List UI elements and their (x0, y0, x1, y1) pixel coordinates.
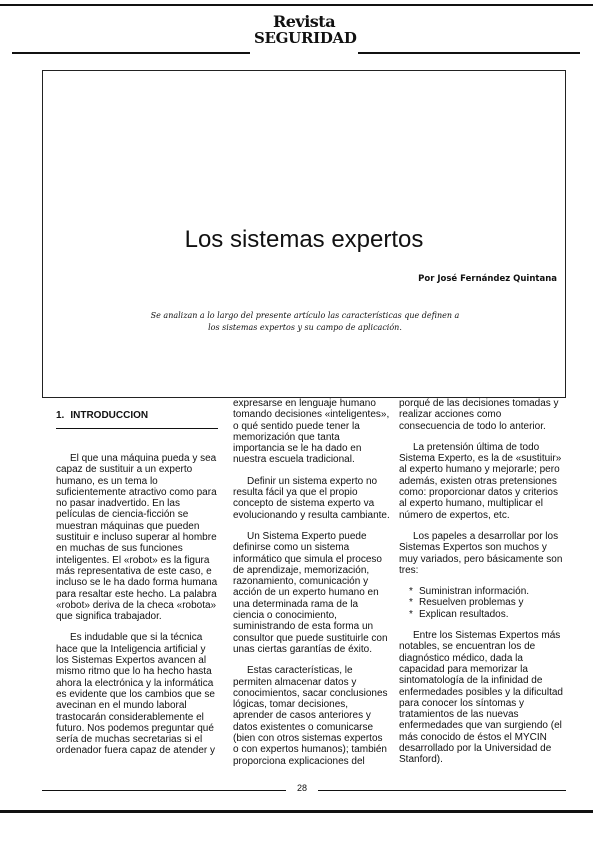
bottom-rule (0, 810, 593, 813)
section-heading (56, 410, 218, 429)
paragraph: Definir un sistema experto no resulta fácil ya que el propio concepto de sistema experto va evolucionando y resulta cambiante. (233, 475, 390, 521)
paragraph: porqué de las decisiones tomadas y realizar acciones como consecuencia de todo lo anterior. (399, 398, 559, 432)
masthead-rule-left (12, 52, 250, 54)
paragraph: Estas características, le permiten almacenar datos y conocimientos, sacar conclusiones lógicas, tomar decisiones, aprender de casos anteriores y datos existentes o comunicarse (bien con otros sistemas expertos o con expertos humanos); también proporciona explicaciones del (233, 665, 388, 767)
page-number: 28 (290, 783, 314, 793)
paragraph: Entre los Sistemas Expertos más notables, se encuentran los de diagnóstico médico, dada la capacidad para memorizar la sintomatología de la infinidad de enfermedades posibles y la dificultad para conocer los síntomas y tratamientos de las nuevas enfermedades que van surgiendo (el más conocido de éstos el MYCIN desarrollado por la Universidad de Stanford). (399, 630, 563, 766)
masthead-logo (254, 12, 357, 47)
list-item: * Resuelven problemas y (419, 597, 563, 608)
footer-rule-left (42, 790, 286, 791)
paragraph: El que una máquina pueda y sea capaz de sustituir a un experto humano, es un tema lo suficientemente atractivo como para no pasar inadvertido. En las películas de ciencia-ficción se muestran máquinas que pueden sustituir e incluso superar al hombre en muchas de sus funciones inteligentes. El «robot» es la figura más representativa de este caso, e incluso se le ha dado forma humana para resaltar este hecho. La palabra «robot» deriva de la checa «robota» que significa trabajador. (56, 453, 218, 623)
list-item: * Explican resultados. (419, 609, 563, 620)
footer-rule-right (318, 790, 566, 791)
paragraph: La pretensión última de todo Sistema Experto, es la de «sustituir» al experto humano y mejorarle; pero además, existen otras pretensiones como: proporcionar datos y criterios al experto humano, multiplicar el número de expertos, etc. (399, 441, 562, 521)
paragraph: expresarse en lenguaje humano tomando decisiones «inteligentes», o qué sentido puede tener la memorización que tanta importancia se le ha dado en nuestra escuela tradicional. (233, 398, 390, 466)
section-number: 1. (56, 410, 65, 421)
paragraph: Un Sistema Experto puede definirse como un sistema informático que simula el proceso de aprendizaje, memorización, razonamiento, comunicación y acción de un experto humano en una determinada rama de la ciencia o conocimiento, suministrando de esta forma un consultor que puede sustituirle con unas ciertas garantías de éxito. (233, 530, 388, 655)
article-byline: Por José Fernández Quintana (418, 274, 557, 284)
masthead (0, 6, 593, 56)
paragraph: Es indudable que si la técnica hace que la Inteligencia artificial y los Sistemas Expertos avancen al mismo ritmo que lo ha hecho hasta ahora la electrónica y la informática es evidente que los cambios que se avecinan en el mundo laboral trastocarán considerablemente el futuro. Nos podemos preguntar qué sería de muchas secretarias si el ordenador fuera capaz de atender y (56, 632, 215, 757)
column-1 (56, 400, 218, 767)
paragraph: Los papeles a desarrollar por los Sistemas Expertos son muchos y muy variados, pero básicamente son tres: (399, 530, 563, 576)
masthead-revista: Revista (272, 12, 336, 31)
roles-list (399, 586, 563, 620)
masthead-seguridad: SEGURIDAD (254, 29, 357, 47)
section-title: INTRODUCCION (70, 410, 149, 421)
column-3 (399, 398, 563, 776)
list-item: * Suministran información. (419, 586, 563, 597)
article-abstract: Se analizan a lo largo del presente artículo las características que definen a los sistemas expertos y su campo de aplicación. (150, 311, 460, 332)
article-title: Los sistemas expertos (184, 226, 424, 253)
masthead-rule-right (358, 52, 580, 54)
column-2 (233, 398, 390, 777)
